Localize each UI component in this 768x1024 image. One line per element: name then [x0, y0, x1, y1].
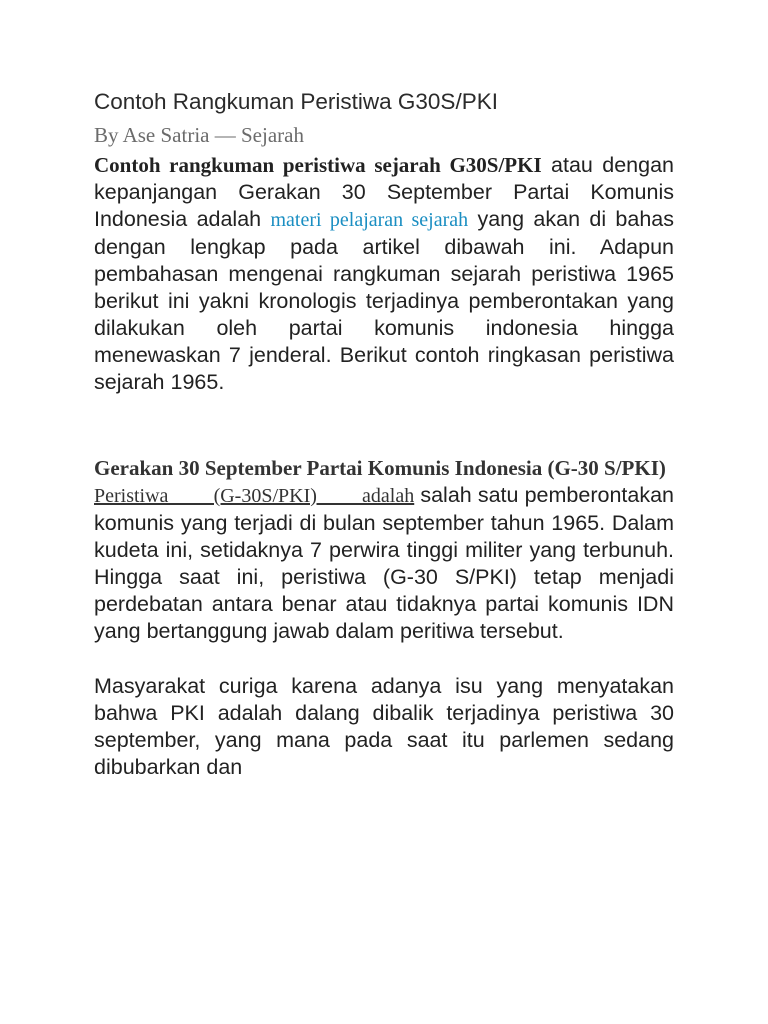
article-title: Contoh Rangkuman Peristiwa G30S/PKI: [94, 89, 498, 114]
section-text: salah satu pemberontakan komunis yang terjadi di bulan september tahun 1965. Dalam kudeta ini, setidaknya 7 perwira tinggi militer yang terbunuh. Hingga saat ini, peristiwa (G-30 S/PKI) tetap menjadi perdebatan antara benar atau tidaknya partai komunis IDN yang bertanggung jawab dalam peritiwa tersebut.: [94, 483, 675, 643]
section-heading: Gerakan 30 September Partai Komunis Indonesia (G-30 S/PKI): [94, 456, 666, 480]
section-paragraph: [94, 482, 674, 645]
intro-bold-lead: Contoh rangkuman peristiwa sejarah G30S/PKI: [94, 153, 542, 177]
intro-text-1: atau dengan kepanjangan Gerakan 30 September Partai Komunis Indonesia adalah: [94, 153, 674, 231]
materi-link[interactable]: materi pelajaran sejarah: [270, 209, 469, 231]
article-body: [94, 86, 674, 781]
intro-paragraph: [94, 152, 674, 396]
article-byline: By Ase Satria — Sejarah: [94, 123, 304, 147]
intro-text-2: yang akan di bahas dengan lengkap pada artikel dibawah ini. Adapun pembahasan mengenai rangkuman sejarah peristiwa 1965 berikut ini yakni kronologis terjadinya pemberontakan yang dilakukan oleh partai komunis indonesia hingga menewaskan 7 jenderal. Berikut contoh ringkasan peristiwa sejarah 1965.: [94, 207, 674, 394]
closing-paragraph: Masyarakat curiga karena adanya isu yang menyatakan bahwa PKI adalah dalang dibalik terjadinya peristiwa 30 september, yang mana pada saat itu parlemen sedang dibubarkan dan: [94, 674, 674, 779]
section-underlined-lead: Peristiwa (G-30S/PKI) adalah: [94, 485, 415, 507]
